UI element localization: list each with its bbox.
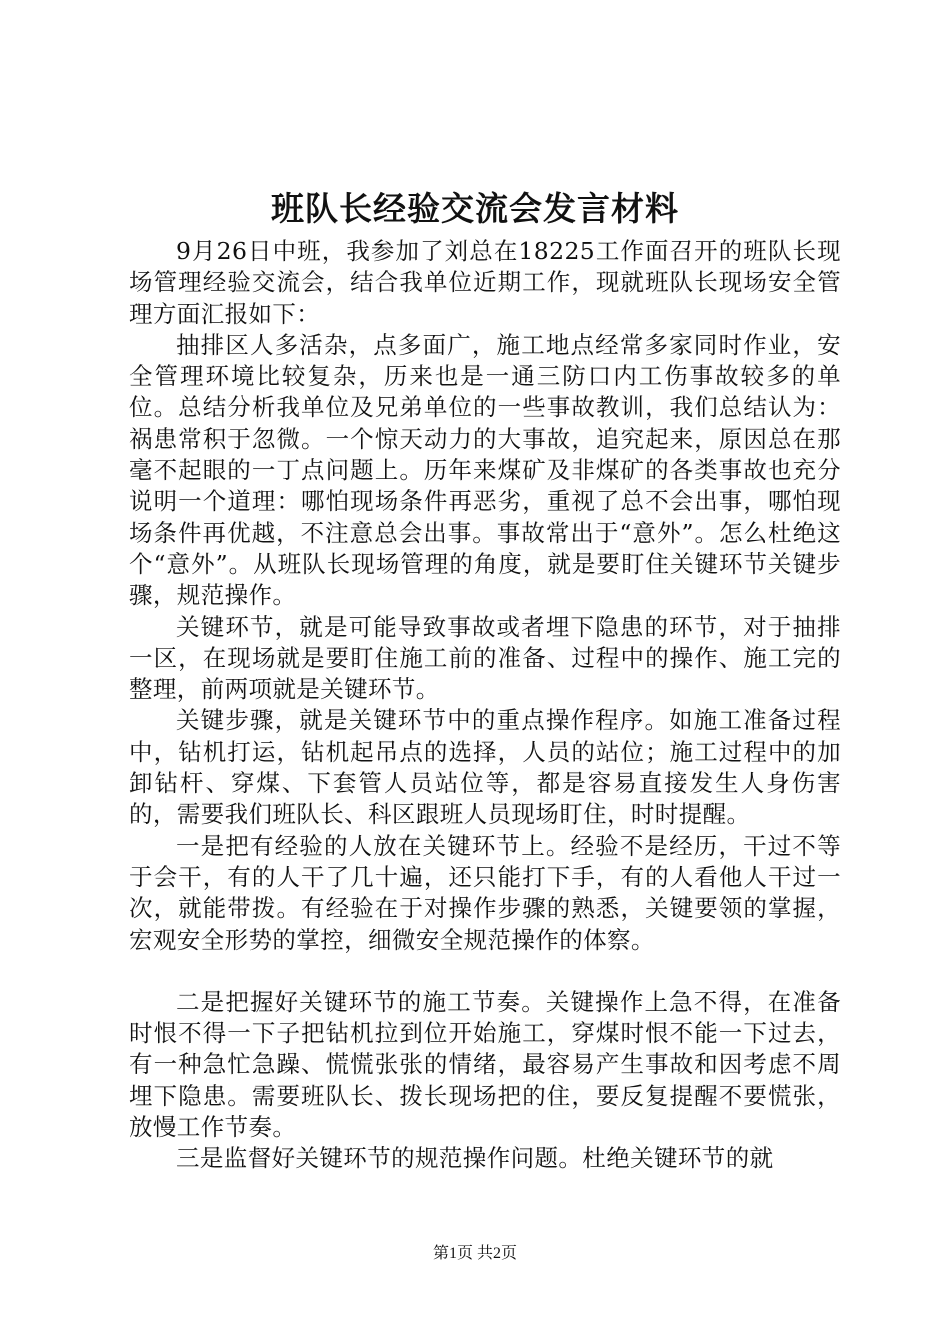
- paragraph-background: 抽排区人多活杂，点多面广，施工地点经常多家同时作业，安全管理环境比较复杂，历来也是一通三防口内工伤事故较多的单位。总结分析我单位及兄弟单位的一些事故教训，我们总结认为：祸患常积于忽微。一个惊天动力的大事故，追究起来，原因总在那毫不起眼的一丁点问题上。历年来煤矿及非煤矿的各类事故也充分说明一个道理：哪怕现场条件再恶劣，重视了总不会出事，哪怕现场条件再优越，不注意总会出事。事故常出于“意外”。怎么杜绝这个“意外”。从班队长现场管理的角度，就是要盯住关键环节关键步骤，规范操作。: [129, 330, 841, 610]
- paragraph-key-steps: 关键步骤，就是关键环节中的重点操作程序。如施工准备过程中，钻机打运，钻机起吊点的选择，人员的站位；施工过程中的加卸钻杆、穿煤、下套管人员站位等，都是容易直接发生人身伤害的，需要我们班队长、科区跟班人员现场盯住，时时提醒。: [129, 706, 841, 829]
- page-footer: 第1页 共2页: [432, 1245, 517, 1262]
- paragraph-key-links: 关键环节，就是可能导致事故或者埋下隐患的环节，对于抽排一区，在现场就是要盯住施工前的准备、过程中的操作、施工完的整理，前两项就是关键环节。: [129, 612, 841, 704]
- document-title: 班队长经验交流会发言材料: [271, 189, 679, 228]
- paragraph-intro: 9月26日中班，我参加了刘总在18225工作面召开的班队长现场管理经验交流会，结合我单位近期工作，现就班队长现场安全管理方面汇报如下：: [129, 237, 841, 328]
- paragraph-point-three: 三是监督好关键环节的规范操作问题。杜绝关键环节的就: [176, 1144, 774, 1173]
- paragraph-point-one: 一是把有经验的人放在关键环节上。经验不是经历，干过不等于会干，有的人干了几十遍，还只能打下手，有的人看他人干过一次，就能带拨。有经验在于对操作步骤的熟悉，关键要领的掌握，宏观安全形势的掌控，细微安全规范操作的体察。: [129, 831, 841, 954]
- document-body: [129, 236, 841, 1175]
- paragraph-point-two: 二是把握好关键环节的施工节奏。关键操作上急不得，在准备时恨不得一下子把钻机拉到位开始施工，穿煤时恨不能一下过去，有一种急忙急躁、慌慌张张的情绪，最容易产生事故和因考虑不周埋下隐患。需要班队长、拨长现场把的住，要反复提醒不要慌张，放慢工作节奏。: [129, 987, 841, 1142]
